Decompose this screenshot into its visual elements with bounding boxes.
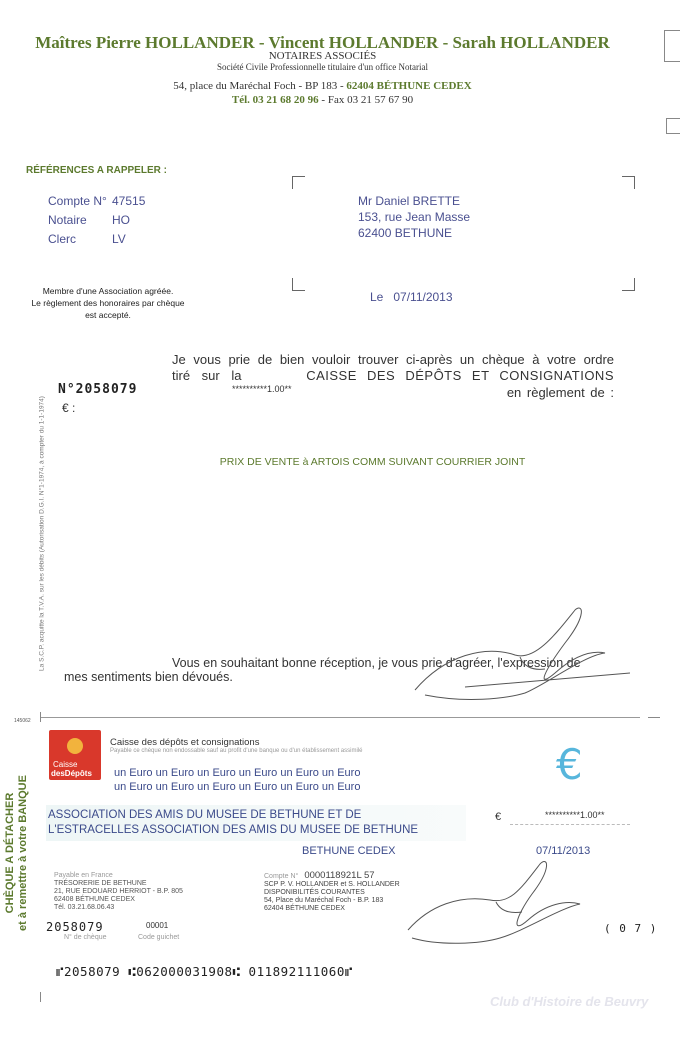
letter-line2-start: tiré sur la <box>172 368 242 383</box>
fax-number: - Fax 03 21 57 67 90 <box>318 94 414 106</box>
recipient-name: Mr Daniel BRETTE <box>358 194 461 208</box>
window-corner <box>622 278 635 291</box>
payee-line: L'ESTRACELLES ASSOCIATION DES AMIS DU MUSEE DE BETHUNE <box>48 824 419 836</box>
drawer-block <box>264 870 400 913</box>
address-city: 62404 BÉTHUNE CEDEX <box>346 80 472 92</box>
payable-line: Tél. 03.21.68.06.43 <box>54 904 115 911</box>
form-number: 145062 <box>14 718 31 724</box>
ref-row <box>48 232 145 251</box>
amount-in-words <box>114 766 360 794</box>
drawer-line: SCP P. V. HOLLANDER et S. HOLLANDER <box>264 881 400 888</box>
letter-line3: en règlement de : <box>506 385 614 400</box>
bank-name-inline: CAISSE DES DÉPÔTS ET CONSIGNATIONS <box>306 368 614 383</box>
micr-line: ⑈2058079 ⑆062000031908⑆ 011892111060⑈ <box>56 964 353 979</box>
cheque-separator <box>40 717 640 718</box>
account-row <box>264 870 400 881</box>
signature-letter <box>405 595 635 705</box>
drawer-line: DISPONIBILITÉS COURANTES <box>264 889 365 896</box>
notaries-associes: NOTAIRES ASSOCIÉS <box>268 50 377 62</box>
references-title: RÉFÉRENCES A RAPPELER : <box>26 165 167 176</box>
punch-mark <box>664 30 680 62</box>
detach-label: CHÈQUE A DÉTACHER <box>4 792 16 914</box>
drawer-line: 62404 BÉTHUNE CEDEX <box>264 905 345 912</box>
code-guichet-label: Code guichet <box>138 934 180 941</box>
account-number: 0000118921L 57 <box>304 870 375 881</box>
letter-cheque-number: N°2058079 <box>58 382 138 397</box>
account-label: Compte N° <box>264 873 299 880</box>
cheque-bank-note: Payable ce chèque non endossable sauf au profit d'une banque ou d'un établissement assimilé <box>110 748 363 754</box>
cheque-code-07: ( 0 7 ) <box>604 922 658 935</box>
amount-words-line: un Euro un Euro un Euro un Euro un Euro un Euro <box>114 781 361 793</box>
cheque-place: BETHUNE CEDEX <box>302 845 396 857</box>
payable-line: Payable en France <box>54 872 113 879</box>
cheque-number: 2058079 <box>46 920 104 934</box>
recipient-address <box>358 193 470 241</box>
ref-row <box>48 194 145 213</box>
payable-line: TRÉSORERIE DE BETHUNE <box>54 880 147 887</box>
letter-euro-label: € : <box>62 401 76 415</box>
drawer-line: 54, Place du Maréchal Foch - B.P. 183 <box>264 897 384 904</box>
membership-line: Le règlement des honoraires par chèque <box>31 298 185 308</box>
payable-line: 62408 BÉTHUNE CEDEX <box>54 896 135 903</box>
letter-amount: **********1.00** <box>232 384 292 394</box>
ref-value: HO <box>112 213 130 227</box>
cheque-detach-note <box>4 768 30 938</box>
payee-line: ASSOCIATION DES AMIS DU MUSEE DE BETHUNE ET DE <box>48 809 362 821</box>
ref-value: 47515 <box>112 194 146 208</box>
ref-label: Clerc <box>48 232 77 246</box>
cheque-amount: **********1.00** <box>545 810 605 820</box>
corner-tick <box>648 717 660 718</box>
letter-date <box>370 290 453 304</box>
window-corner <box>622 176 635 189</box>
closing-line2: mes sentiments bien dévoués. <box>64 670 233 684</box>
cheque-euro-label: € <box>495 811 502 823</box>
corner-tick <box>40 992 41 1002</box>
membership-note <box>18 285 198 321</box>
date-prefix: Le <box>370 290 384 304</box>
amount-underline <box>510 824 630 825</box>
address-street: 54, place du Maréchal Foch - BP 183 - <box>173 80 344 92</box>
watermark-text: Club d'Histoire de Beuvry <box>490 994 649 1009</box>
phone-line <box>0 94 645 106</box>
recipient-street: 153, rue Jean Masse <box>358 210 471 224</box>
window-corner <box>292 278 305 291</box>
letter-line1: Je vous prie de bien vouloir trouver ci-après un chèque à votre ordre <box>172 352 614 367</box>
corner-tick <box>40 712 41 722</box>
cheque-date: 07/11/2013 <box>536 845 591 857</box>
recipient-city: 62400 BETHUNE <box>358 226 453 240</box>
payable-block <box>54 872 183 912</box>
cheque-number-label: N° de chèque <box>64 934 107 941</box>
phone-number: Tél. 03 21 68 20 96 <box>231 94 319 106</box>
membership-line: Membre d'une Association agréée. <box>42 286 174 296</box>
letter-subject: PRIX DE VENTE à ARTOIS COMM SUIVANT COURRIER JOINT <box>219 456 526 468</box>
references-table <box>48 194 145 251</box>
closing-line1: Vous en souhaitant bonne réception, je vous prie d'agréer, l'expression de <box>172 656 581 670</box>
ref-label: Compte N° <box>48 194 107 208</box>
bank-logo-text: Caisse <box>53 760 78 769</box>
punch-mark <box>666 118 680 134</box>
membership-line: est accepté. <box>85 310 131 320</box>
signature-cheque <box>400 850 630 950</box>
cheque-bank-name: Caisse des dépôts et consignations <box>110 737 260 748</box>
address-line <box>0 80 645 92</box>
detach-sub-label: et à remettre à votre BANQUE <box>17 775 29 931</box>
ref-value: LV <box>112 232 126 246</box>
payable-line: 21, RUE EDOUARD HERRIOT - B.P. 805 <box>54 888 183 895</box>
bank-seal-icon <box>67 738 83 754</box>
society-line: Société Civile Professionnelle titulaire d'un office Notarial <box>217 62 428 72</box>
bank-logo-text-2: desDépôts <box>51 769 92 778</box>
letter-line2 <box>172 368 614 383</box>
ref-label: Notaire <box>48 213 87 227</box>
code-guichet: 00001 <box>146 921 169 930</box>
amount-words-line: un Euro un Euro un Euro un Euro un Euro un Euro <box>114 767 361 779</box>
payee-name <box>48 808 418 838</box>
notary-partners: Maîtres Pierre HOLLANDER - Vincent HOLLANDER - Sarah HOLLANDER <box>35 33 610 52</box>
date-value: 07/11/2013 <box>393 290 453 304</box>
vat-side-note: La S.C.P. acquitte la T.V.A. sur les débits (Autorisation D.G.I. N°1-1974, à compter du 1-1-1974) <box>38 396 46 671</box>
bank-logo <box>49 730 101 780</box>
euro-logo-icon: € <box>556 740 583 789</box>
window-corner <box>292 176 305 189</box>
ref-row <box>48 213 145 232</box>
